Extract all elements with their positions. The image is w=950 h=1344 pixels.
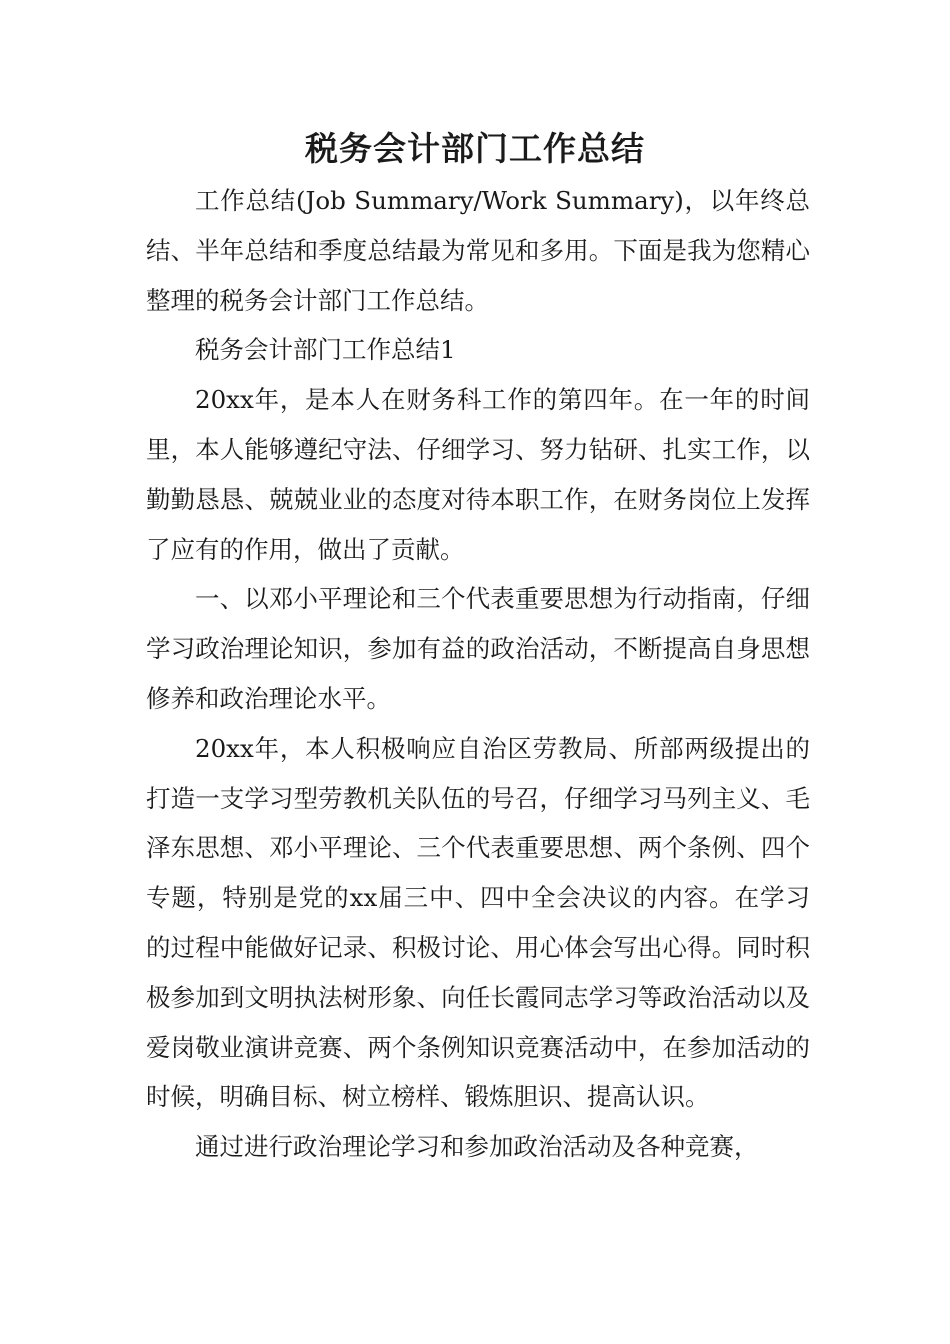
- document-body: [146, 176, 810, 1172]
- body-paragraph: 一、以邓小平理论和三个代表重要思想为行动指南，仔细学习政治理论知识，参加有益的政治活动，不断提高自身思想修养和政治理论水平。: [146, 584, 810, 713]
- document-title: 税务会计部门工作总结: [305, 129, 645, 168]
- intro-paragraph: 工作总结(Job Summary/Work Summary)，以年终总结、半年总结和季度总结最为常见和多用。下面是我为您精心整理的税务会计部门工作总结。: [146, 186, 810, 315]
- body-paragraph: 20xx年，本人积极响应自治区劳教局、所部两级提出的打造一支学习型劳教机关队伍的号召，仔细学习马列主义、毛泽东思想、邓小平理论、三个代表重要思想、两个条例、四个专题，特别是党的xx届三中、四中全会决议的内容。在学习的过程中能做好记录、积极讨论、用心体会写出心得。同时积极参加到文明执法树形象、向任长霞同志学习等政治活动以及爱岗敬业演讲竞赛、两个条例知识竞赛活动中，在参加活动的时候，明确目标、树立榜样、锻炼胆识、提高认识。: [146, 733, 810, 1112]
- body-paragraph: 20xx年，是本人在财务科工作的第四年。在一年的时间里，本人能够遵纪守法、仔细学习、努力钻研、扎实工作，以勤勤恳恳、兢兢业业的态度对待本职工作，在财务岗位上发挥了应有的作用，做出了贡献。: [146, 385, 810, 564]
- body-paragraph: 通过进行政治理论学习和参加政治活动及各种竞赛，: [195, 1132, 759, 1162]
- section-heading: 税务会计部门工作总结1: [195, 335, 456, 365]
